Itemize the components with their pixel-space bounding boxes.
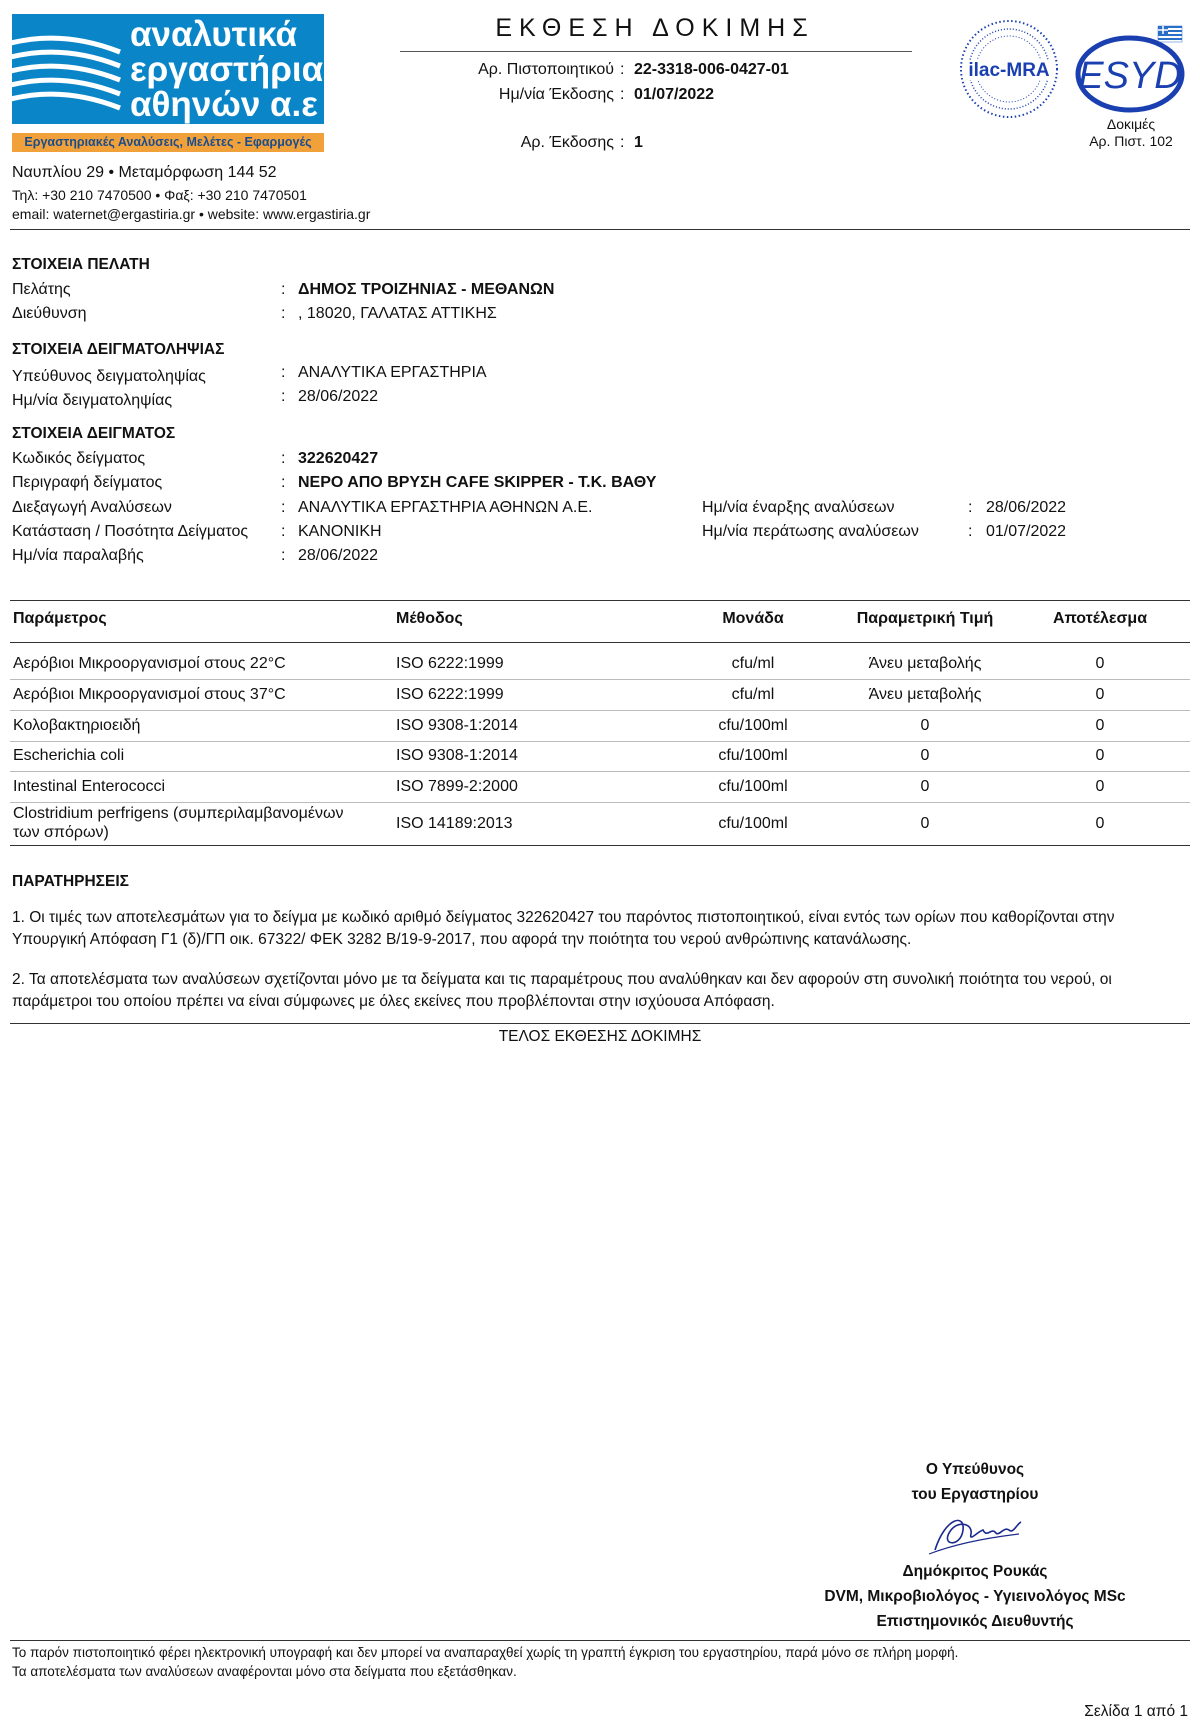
ilac-mra-seal-icon [958, 18, 1060, 120]
cell-parameter [13, 804, 343, 842]
ilac-text: ilac-MRA [968, 60, 1050, 81]
col-header-unit: Μονάδα [722, 610, 784, 627]
logo-wave-icon [12, 14, 124, 124]
report-end: ΤΕΛΟΣ ΕΚΘΕΣΗΣ ΔΟΚΙΜΗΣ [498, 1028, 702, 1045]
lab-logo [12, 14, 324, 124]
cell-result: 0 [1095, 815, 1105, 832]
edition-value: 1 [634, 134, 643, 151]
sample-code-label: Κωδικός δείγματος [12, 450, 146, 467]
cell-result: 0 [1095, 655, 1105, 672]
sample-received-label: Ημ/νία παραλαβής [12, 547, 144, 564]
remarks-divider [10, 1023, 1190, 1024]
client-address-value: , 18020, ΓΑΛΑΤΑΣ ΑΤΤΙΚΗΣ [298, 305, 497, 322]
cell-parameter-line-2: των σπόρων) [13, 824, 109, 841]
lab-web: email: waternet@ergastiria.gr • website: www.ergastiria.gr [12, 206, 371, 222]
table-row [10, 803, 1190, 846]
edition-label: Αρ. Έκδοσης [520, 134, 614, 151]
cell-unit: cfu/100ml [718, 815, 788, 832]
report-title: ΕΚΘΕΣΗ ΔΟΚΙΜΗΣ [495, 14, 815, 42]
cell-method: ISO 7899-2:2000 [396, 778, 518, 795]
cell-method: ISO 9308-1:2014 [396, 717, 518, 734]
cell-result: 0 [1095, 717, 1105, 734]
col-header-parametric-value: Παραμετρική Τιμή [856, 610, 994, 627]
handwritten-signature-icon [925, 1508, 1025, 1558]
cell-unit: cfu/ml [731, 686, 775, 703]
issue-date-value: 01/07/2022 [634, 86, 715, 103]
client-name-label: Πελάτης [12, 281, 71, 298]
remark-1: 1. Οι τιμές των αποτελεσμάτων για το δείγμα με κωδικό αριθμό δείγματος 322620427 του παρόντος πιστοποιητικού, είναι εντός των ορίων που καθορίζονται στην Υπουργική Απόφαση Γ1 (δ)/ΓΠ οικ. 67322/ ΦΕΚ 3282 Β/19-9-2017, που αφορά την ποιότητα του νερού ανθρώπινης κατανάλωσης. [12, 909, 1115, 948]
cell-parametric-value: 0 [920, 778, 930, 795]
cell-parameter-line-1: Clostridium perfrigens (συμπεριλαμβανομένων [13, 805, 344, 822]
cell-parametric-value: Άνευ μεταβολής [868, 686, 982, 703]
table-row [10, 772, 1190, 803]
sample-condition-value: ΚΑΝΟΝΙΚΗ [298, 523, 382, 540]
cell-method: ISO 14189:2013 [396, 815, 513, 832]
table-row [10, 711, 1190, 742]
sample-desc-label: Περιγραφή δείγματος [12, 474, 163, 491]
sampling-date-label: Ημ/νία δειγματοληψίας [12, 392, 173, 409]
client-heading: ΣΤΟΙΧΕΙΑ ΠΕΛΑΤΗ [12, 256, 150, 273]
table-row [10, 680, 1190, 711]
header-divider [10, 229, 1190, 230]
sampling-date-value: 28/06/2022 [298, 388, 379, 405]
issue-date-label: Ημ/νία Έκδοσης [498, 86, 614, 103]
sample-code-value: 322620427 [298, 450, 379, 467]
remarks-heading: ΠΑΡΑΤΗΡΗΣΕΙΣ [12, 873, 129, 890]
logo-line-1: αναλυτικά [130, 15, 298, 54]
accreditation-line-2: Αρ. Πιστ. 102 [1089, 133, 1173, 149]
sampling-responsible-label: Υπεύθυνος δειγματοληψίας [12, 368, 206, 385]
signature-line-2: του Εργαστηρίου [911, 1486, 1039, 1503]
cell-parametric-value: 0 [920, 815, 930, 832]
cell-parameter: Αερόβιοι Μικροοργανισμοί στους 22°C [13, 655, 286, 672]
analysis-start-label: Ημ/νία έναρξης αναλύσεων [702, 499, 895, 516]
cert-value: 22-3318-006-0427-01 [634, 61, 789, 78]
sampling-responsible-value: ΑΝΑΛΥΤΙΚΑ ΕΡΓΑΣΤΗΡΙΑ [298, 364, 487, 381]
lab-tagline: Εργαστηριακές Αναλύσεις, Μελέτες - Εφαρμογές [12, 133, 324, 152]
logo-line-2: εργαστήρια [130, 50, 324, 89]
cell-parameter: Escherichia coli [13, 747, 125, 764]
signatory-name: Δημόκριτος Ρουκάς [902, 1563, 1048, 1580]
remark-2: 2. Τα αποτελέσματα των αναλύσεων σχετίζονται μόνο με τα δείγματα και τις παραμέτρους που αναλύθηκαν και δεν αφορούν στη συνολική ποιότητα του νερού, οι παράμετροι του οποίου πρέπει να είναι σύμφωνες με όλες εκείνες που προβλέπονται στην ισχύουσα Απόφαση. [12, 971, 1112, 1010]
sample-desc-value: ΝΕΡΟ ΑΠΟ ΒΡΥΣΗ CAFE SKIPPER - Τ.Κ. ΒΑΘΥ [298, 474, 657, 491]
table-top-rule [10, 600, 1190, 601]
analysis-end-label: Ημ/νία περάτωσης αναλύσεων [702, 523, 919, 540]
client-name-value: ΔΗΜΟΣ ΤΡΟΙΖΗΝΙΑΣ - ΜΕΘΑΝΩΝ [298, 281, 555, 298]
table-row [10, 741, 1190, 772]
cell-unit: cfu/100ml [718, 717, 788, 734]
sample-condition-label: Κατάσταση / Ποσότητα Δείγματος [12, 523, 249, 540]
logo-line-3: αθηνών α.ε [130, 85, 318, 124]
analysis-end-value: 01/07/2022 [986, 523, 1067, 540]
cell-unit: cfu/ml [731, 655, 775, 672]
col-header-parameter: Παράμετρος [13, 610, 107, 627]
cell-method: ISO 6222:1999 [396, 655, 504, 672]
sample-heading: ΣΤΟΙΧΕΙΑ ΔΕΙΓΜΑΤΟΣ [12, 425, 176, 442]
sample-conduct-value: ΑΝΑΛΥΤΙΚΑ ΕΡΓΑΣΤΗΡΙΑ ΑΘΗΝΩΝ Α.Ε. [298, 499, 593, 516]
col-header-method: Μέθοδος [396, 610, 463, 627]
cell-parametric-value: 0 [920, 747, 930, 764]
cell-method: ISO 9308-1:2014 [396, 747, 518, 764]
cell-parametric-value: Άνευ μεταβολής [868, 655, 982, 672]
lab-phone: Τηλ: +30 210 7470500 • Φαξ: +30 210 7470501 [12, 187, 307, 203]
signatory-title: DVM, Μικροβιολόγος - Υγιεινολόγος MSc [824, 1588, 1126, 1605]
footer-divider [10, 1640, 1190, 1641]
footer-line-2: Τα αποτελέσματα των αναλύσεων αναφέρονται μόνο στα δείγματα που εξετάσθηκαν. [12, 1664, 517, 1679]
title-divider [400, 51, 912, 52]
cell-parameter: Intestinal Enterococci [13, 778, 166, 795]
footer-line-1: Το παρόν πιστοποιητικό φέρει ηλεκτρονική υπογραφή και δεν μπορεί να αναπαραχθεί χωρίς τη γραπτή έγκριση του εργαστηρίου, παρά μόνο σε πλήρη μορφή. [12, 1645, 959, 1660]
esyd-logo-icon [1072, 22, 1192, 114]
cell-unit: cfu/100ml [718, 778, 788, 795]
esyd-text: ESYD [1078, 55, 1182, 97]
table-row [10, 649, 1190, 680]
col-header-result: Αποτέλεσμα [1052, 610, 1148, 627]
cell-result: 0 [1095, 778, 1105, 795]
cell-result: 0 [1095, 686, 1105, 703]
sampling-heading: ΣΤΟΙΧΕΙΑ ΔΕΙΓΜΑΤΟΛΗΨΙΑΣ [12, 341, 225, 358]
cert-label: Αρ. Πιστοποιητικού [478, 61, 614, 78]
analysis-start-value: 28/06/2022 [986, 499, 1067, 516]
accreditation-line-1: Δοκιμές [1106, 116, 1156, 132]
table-header-rule [10, 642, 1190, 643]
signature-line-1: Ο Υπεύθυνος [925, 1461, 1025, 1478]
cell-result: 0 [1095, 747, 1105, 764]
cell-parametric-value: 0 [920, 717, 930, 734]
signatory-role: Επιστημονικός Διευθυντής [876, 1613, 1074, 1630]
sample-received-value: 28/06/2022 [298, 547, 379, 564]
cell-parameter: Κολοβακτηριοειδή [13, 717, 141, 734]
page-number: Σελίδα 1 από 1 [1084, 1703, 1188, 1720]
cell-unit: cfu/100ml [718, 747, 788, 764]
sample-conduct-label: Διεξαγωγή Αναλύσεων [12, 499, 172, 516]
lab-address: Ναυπλίου 29 • Μεταμόρφωση 144 52 [12, 164, 277, 181]
cell-method: ISO 6222:1999 [396, 686, 504, 703]
cell-parameter: Αερόβιοι Μικροοργανισμοί στους 37°C [13, 686, 286, 703]
client-address-label: Διεύθυνση [12, 305, 87, 322]
